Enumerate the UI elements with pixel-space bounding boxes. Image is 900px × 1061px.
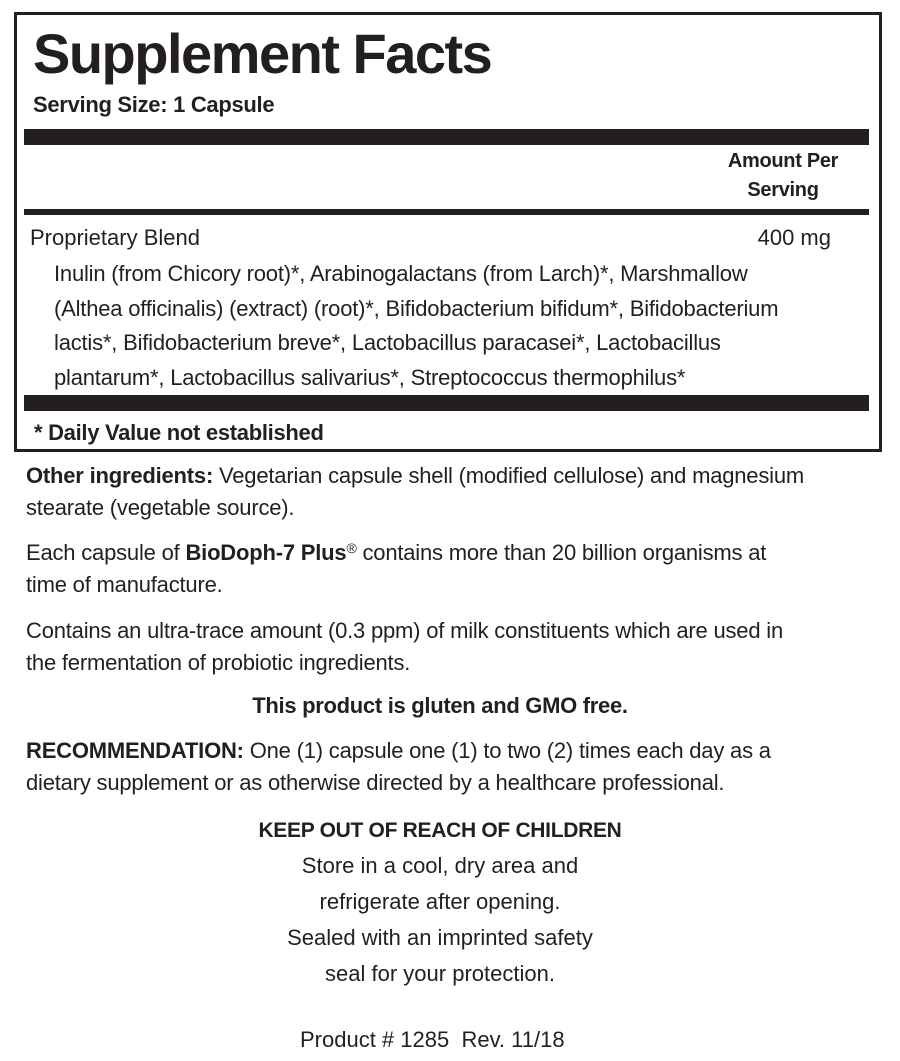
milk-constituents-note xyxy=(26,615,856,679)
gluten-gmo-free-note: This product is gluten and GMO free. xyxy=(252,693,628,718)
blend-ingredients-line: Inulin (from Chicory root)*, Arabinogalactans (from Larch)*, Marshmallow xyxy=(54,261,748,286)
daily-value-note: * Daily Value not established xyxy=(34,420,324,445)
blend-amount: 400 mg xyxy=(757,225,831,250)
other-ingredients-label: Other ingredients: xyxy=(26,463,214,488)
registered-mark: ® xyxy=(346,540,357,556)
blend-ingredients-line: (Althea officinalis) (extract) (root)*, Bifidobacterium bifidum*, Bifidobacterium xyxy=(54,295,779,321)
capsule-organism-note xyxy=(26,537,856,601)
blend-ingredients xyxy=(54,257,874,395)
amount-per-serving-header xyxy=(713,147,853,205)
storage-instructions xyxy=(0,848,900,992)
capsule-note-suffix: contains more than 20 billion organisms at xyxy=(356,540,767,565)
product-number-revision: Product # 1285 Rev. 11/18 xyxy=(300,1027,565,1052)
amount-header-line2: Serving xyxy=(747,179,819,201)
recommendation xyxy=(26,735,856,799)
thin-divider xyxy=(24,209,869,215)
capsule-note-line2: time of manufacture. xyxy=(26,572,223,597)
storage-line: Store in a cool, dry area and xyxy=(301,853,579,878)
blend-name: Proprietary Blend xyxy=(30,225,200,250)
product-name: BioDoph-7 Plus xyxy=(185,540,347,565)
storage-line: Sealed with an imprinted safety xyxy=(287,925,593,950)
recommendation-label: RECOMMENDATION: xyxy=(26,738,244,763)
storage-line: refrigerate after opening. xyxy=(319,889,561,914)
serving-size: Serving Size: 1 Capsule xyxy=(33,92,275,117)
blend-ingredients-line: plantarum*, Lactobacillus salivarius*, Streptococcus thermophilus* xyxy=(54,364,686,390)
milk-note-line2: the fermentation of probiotic ingredients. xyxy=(26,650,411,675)
recommendation-text: One (1) capsule one (1) to two (2) times each day as a xyxy=(243,738,771,763)
other-ingredients-text-line2: stearate (vegetable source). xyxy=(26,495,295,520)
recommendation-text-line2: dietary supplement or as otherwise directed by a healthcare professional. xyxy=(26,770,725,795)
storage-line: seal for your protection. xyxy=(325,961,555,986)
thick-divider-top xyxy=(24,129,869,145)
other-ingredients xyxy=(26,460,856,524)
capsule-note-prefix: Each capsule of xyxy=(26,540,186,565)
blend-ingredients-line: lactis*, Bifidobacterium breve*, Lactobacillus paracasei*, Lactobacillus xyxy=(54,330,721,355)
other-ingredients-text: Vegetarian capsule shell (modified cellulose) and magnesium xyxy=(213,463,804,488)
supplement-facts-panel xyxy=(14,12,882,452)
thick-divider-bottom xyxy=(24,395,869,411)
amount-header-line1: Amount Per xyxy=(727,150,839,172)
panel-title: Supplement Facts xyxy=(33,22,492,85)
keep-out-of-reach-warning: KEEP OUT OF REACH OF CHILDREN xyxy=(258,819,622,842)
milk-note-line1: Contains an ultra-trace amount (0.3 ppm) of milk constituents which are used in xyxy=(26,618,784,643)
